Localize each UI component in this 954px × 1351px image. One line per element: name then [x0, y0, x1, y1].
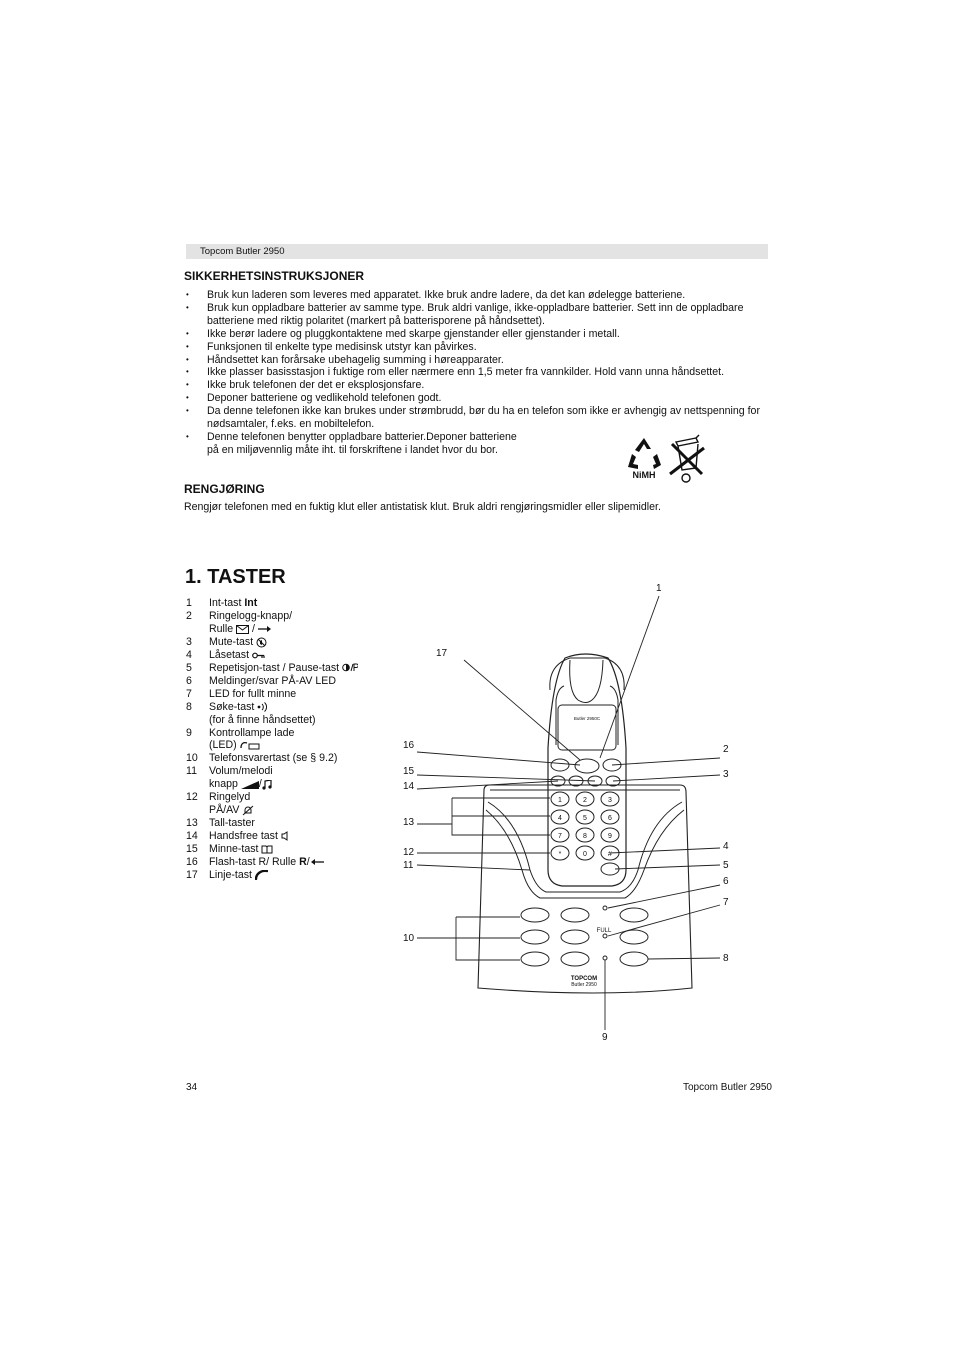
callout-13: 13 — [403, 817, 415, 828]
mute-icon — [256, 637, 267, 648]
key-6: 6 — [608, 815, 612, 822]
list-item: • Ikke berør ladere og pluggkontaktene med skarpe gjenstander eller gjenstander i metall. — [184, 328, 774, 341]
list-item: 4 Låsetast — [186, 649, 396, 662]
cleaning-heading: RENGJØRING — [184, 482, 265, 496]
key-1: 1 — [558, 797, 562, 804]
key-9: 9 — [608, 833, 612, 840]
base-model: Butler 2950 — [571, 982, 597, 988]
list-item: Rulle / — [186, 623, 396, 636]
key-4: 4 — [558, 815, 562, 822]
ringer-off-icon — [242, 805, 254, 816]
list-item: 2 Ringelogg-knapp/ — [186, 609, 293, 622]
redial-pause-icon — [342, 663, 358, 672]
safety-heading: SIKKERHETSINSTRUKSJONER — [184, 269, 365, 283]
paging-icon — [257, 702, 268, 712]
list-item: 17 Linje-tast — [186, 869, 396, 882]
list-item: 10 Telefonsvarertast (se § 9.2) — [186, 752, 338, 765]
key-7: 7 — [558, 833, 562, 840]
envelope-icon — [236, 625, 249, 634]
list-item: • Da denne telefonen ikke kan brukes under strømbrudd, bør du ha en telefon som ikke er avhengig av nettspenning for nødsamtaler, f.eks. en mobiltelefon. — [184, 405, 774, 431]
list-item: 13 Tall-taster — [186, 817, 255, 830]
header-bar — [186, 244, 768, 259]
callout-5: 5 — [723, 860, 729, 871]
list-item: • Håndsettet kan forårsake ubehagelig summing i høreapparater. — [184, 354, 774, 367]
callout-2: 2 — [723, 744, 729, 755]
callout-16: 16 — [403, 740, 415, 751]
key-icon — [252, 652, 265, 659]
handset-label: Butler 2950C — [573, 716, 601, 721]
page-number: 34 — [186, 1082, 198, 1093]
arrow-right-icon — [258, 625, 272, 633]
list-item: 1 Int-tast Int — [186, 597, 258, 609]
callout-14: 14 — [403, 781, 415, 792]
list-item: 3 Mute-tast — [186, 636, 396, 649]
list-item: 16 Flash-tast R/ Rulle R/ — [186, 856, 396, 869]
list-item: • Bruk kun laderen som leveres med apparatet. Ikke bruk andre ladere, da det kan ødelegge batteriene. — [184, 289, 774, 302]
keys-title: 1. TASTER — [185, 566, 286, 588]
charge-led-icon — [240, 741, 260, 750]
speaker-icon — [281, 831, 290, 841]
music-note-icon — [262, 780, 272, 790]
phonebook-icon — [261, 845, 273, 854]
footer-title: Topcom Butler 2950 — [683, 1082, 772, 1093]
callout-12: 12 — [403, 847, 415, 858]
callout-6: 6 — [723, 876, 729, 887]
recycle-nimh-icon — [624, 436, 664, 480]
callout-17: 17 — [436, 648, 448, 659]
key-8: 8 — [583, 833, 587, 840]
list-item: 6 Meldinger/svar PÅ-AV LED — [186, 674, 336, 687]
list-item: • Ikke plasser basisstasjon i fuktige rom eller nærmere enn 1,5 meter fra vannkilder. Hold vann unna håndsettet. — [184, 366, 774, 379]
list-item: 11 Volum/melodi — [186, 765, 273, 778]
last-bullet-line2: på en miljøvennlig måte iht. til forskriftene i landet hvor du bor. — [207, 443, 498, 456]
keys-list — [186, 597, 396, 882]
volume-ramp-icon — [241, 781, 259, 789]
last-bullet-line1: Denne telefonen benytter oppladbare batterier.Deponer batteriene — [207, 430, 517, 443]
crossed-bin-icon — [668, 434, 708, 484]
list-item: knapp / — [186, 778, 396, 791]
key-2: 2 — [583, 797, 587, 804]
callout-15: 15 — [403, 766, 415, 777]
list-item: • Deponer batteriene og vedlikehold telefonen godt. — [184, 392, 774, 405]
list-item: • Ikke bruk telefonen der det er eksplosjonsfare. — [184, 379, 774, 392]
callout-3: 3 — [723, 769, 729, 780]
key-hash: # — [608, 851, 612, 858]
key-3: 3 — [608, 797, 612, 804]
arrow-left-icon — [310, 858, 324, 866]
callout-9: 9 — [602, 1032, 608, 1043]
list-item: 14 Handsfree tast — [186, 830, 396, 843]
callout-8: 8 — [723, 953, 729, 964]
callout-11: 11 — [403, 860, 414, 871]
full-label: FULL — [596, 928, 612, 934]
key-5: 5 — [583, 815, 587, 822]
safety-list — [184, 289, 774, 457]
list-item: 9 Kontrollampe lade — [186, 726, 295, 739]
callout-4: 4 — [723, 841, 729, 852]
base-brand: TOPCOM — [570, 976, 598, 982]
list-item: 7 LED for fullt minne — [186, 687, 297, 700]
callout-10: 10 — [403, 933, 415, 944]
list-item: (for å finne håndsettet) — [209, 713, 316, 726]
handset-icon — [255, 870, 268, 880]
key-0: 0 — [583, 851, 587, 858]
callout-7: 7 — [723, 897, 729, 908]
list-item: • Funksjonen til enkelte type medisinsk utstyr kan påvirkes. — [184, 341, 774, 354]
phone-diagram — [400, 580, 740, 1050]
key-star: * — [558, 851, 562, 858]
cleaning-text: Rengjør telefonen med en fuktig klut eller antistatisk klut. Bruk aldri rengjøringsmidler eller slipemidler. — [184, 501, 661, 513]
list-item: PÅ/AV — [186, 804, 396, 817]
nimh-label: NiMH — [632, 470, 656, 480]
header-title: Topcom Butler 2950 — [200, 246, 285, 257]
list-item: 12 Ringelyd — [186, 791, 251, 804]
callout-1: 1 — [656, 583, 662, 594]
list-item: (LED) — [186, 739, 396, 752]
list-item: 8 Søke-tast — [186, 701, 396, 714]
list-item: • Bruk kun oppladbare batterier av samme type. Bruk aldri vanlige, ikke-oppladbare batterier. Sett inn de oppladbare batteriene med riktig polaritet (markert på batterisporene på håndsettet). — [184, 302, 774, 328]
list-item: 15 Minne-tast — [186, 843, 396, 856]
list-item: 5 Repetisjon-tast / Pause-tast — [186, 662, 396, 675]
